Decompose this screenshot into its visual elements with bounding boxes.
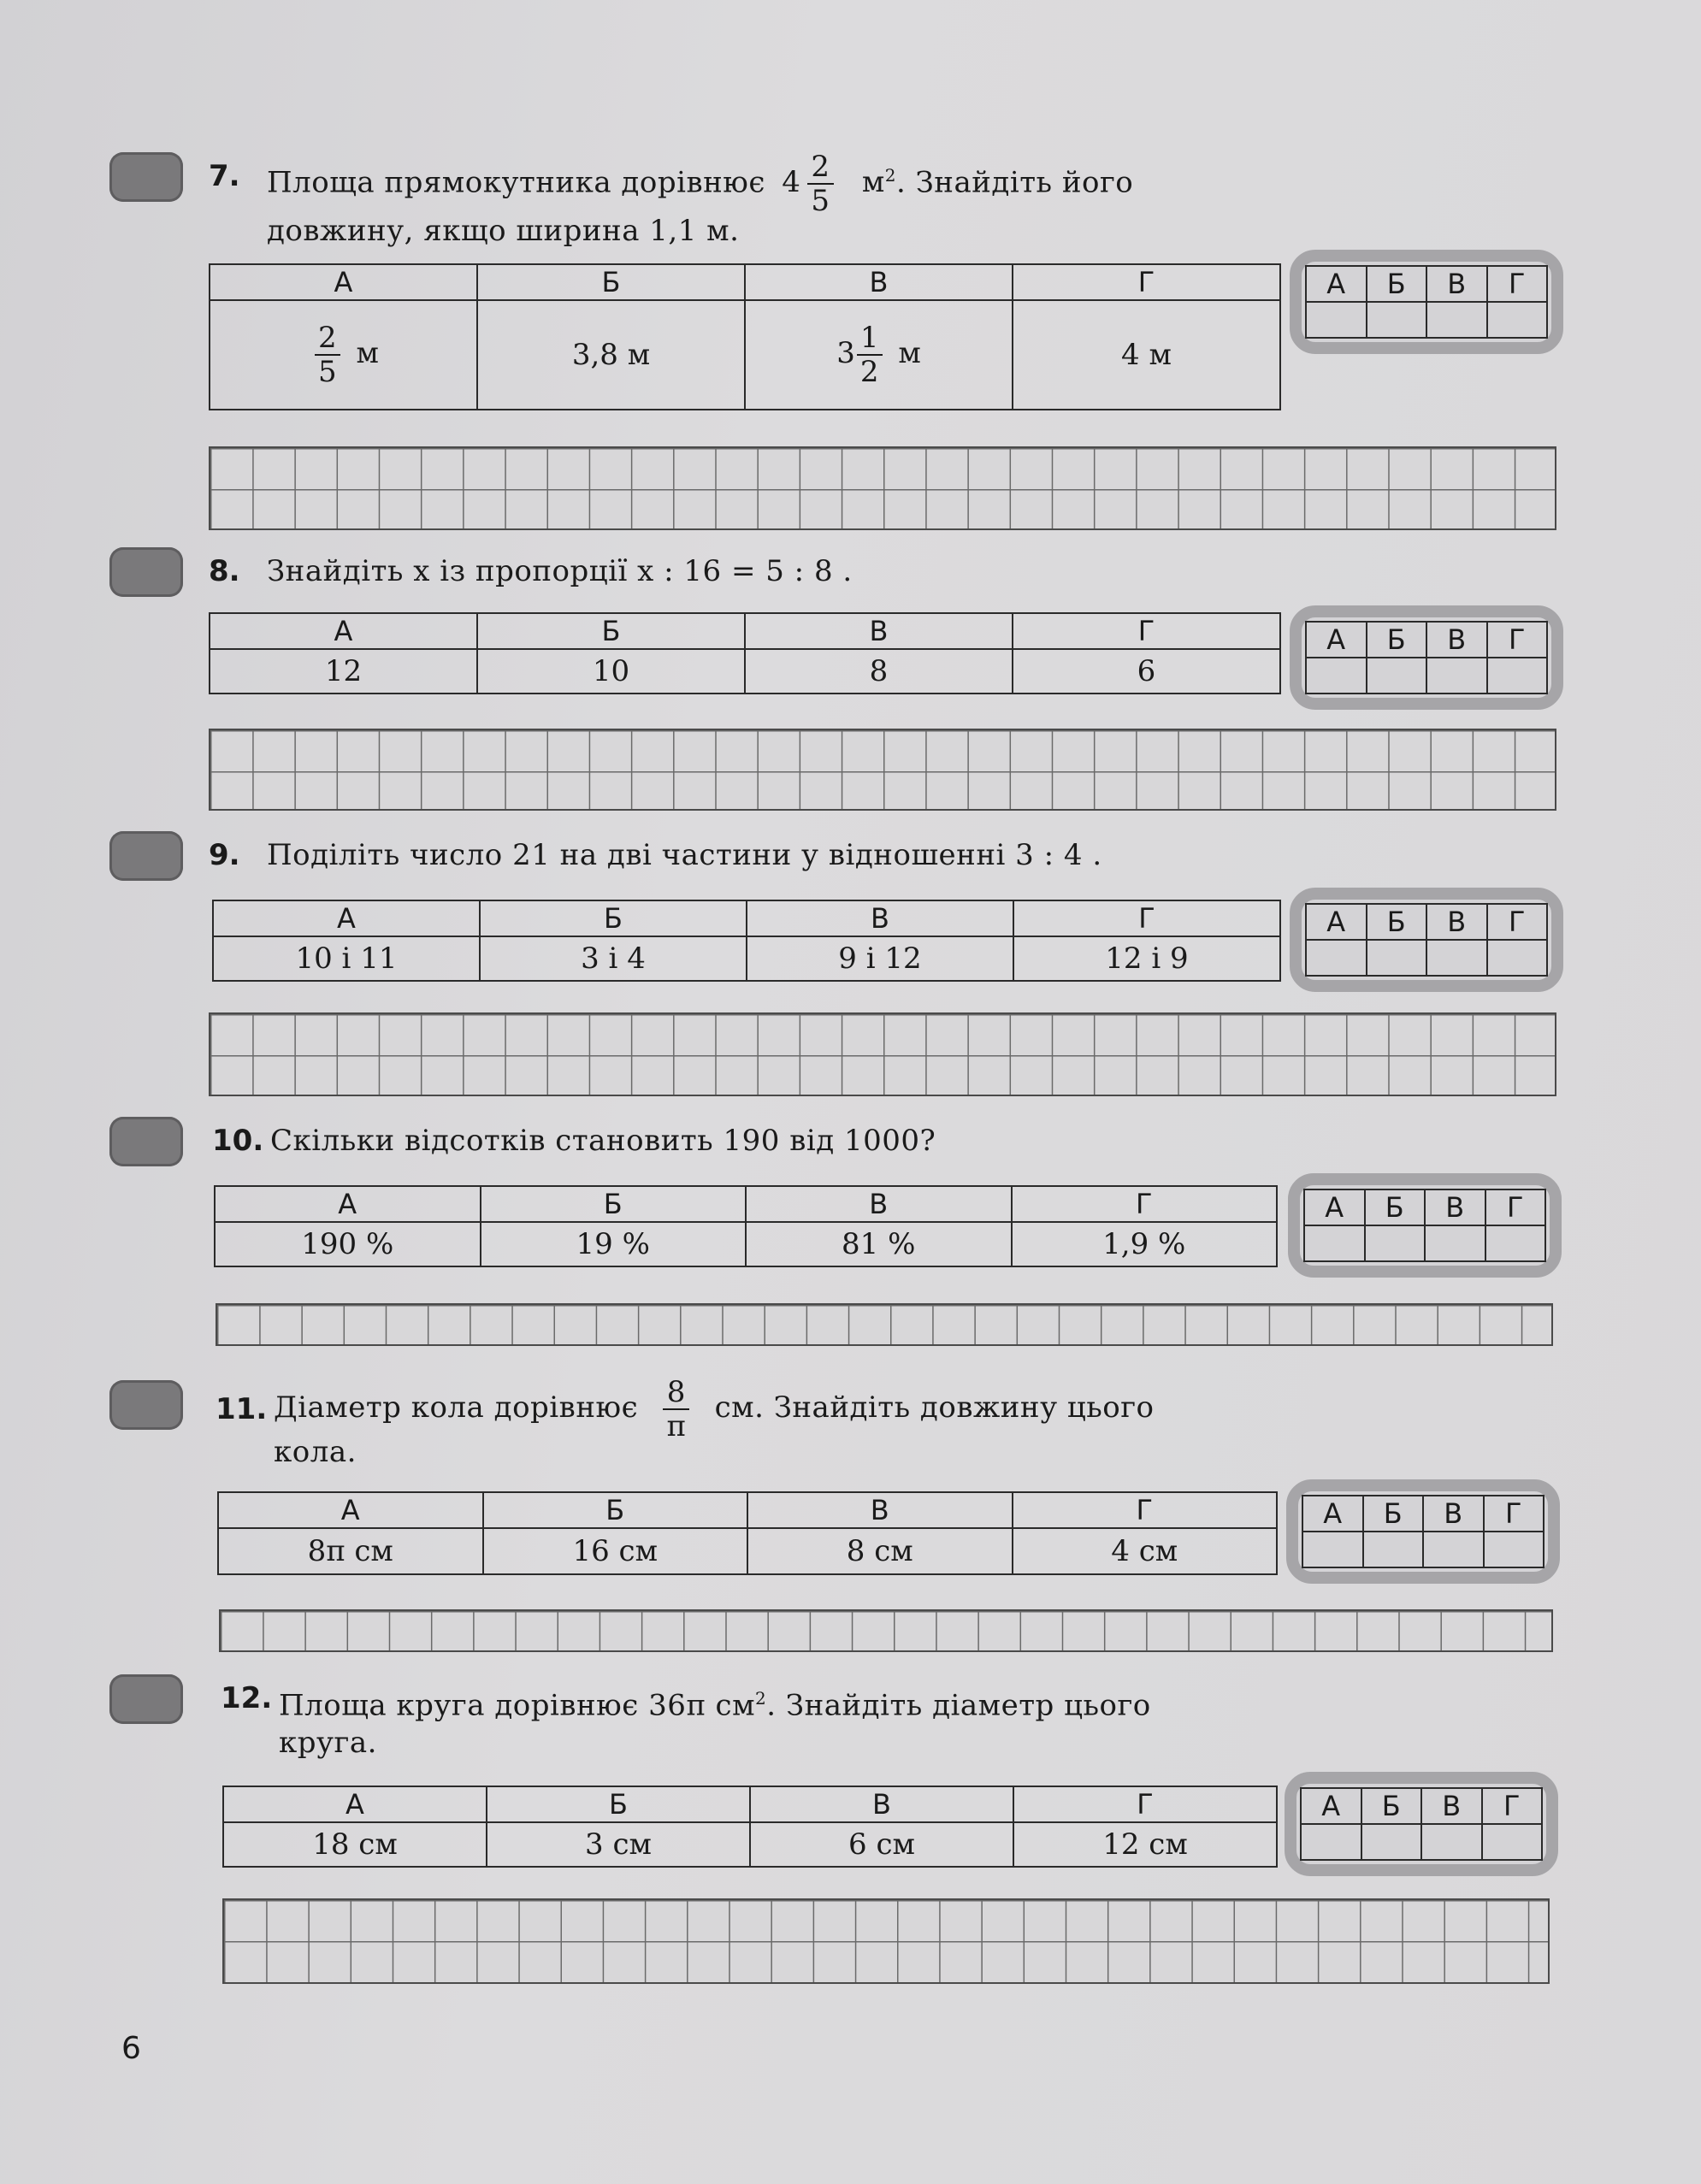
question-line-2: довжину, якщо ширина 1,1 м.	[267, 214, 740, 248]
question-line-2: круга.	[279, 1726, 377, 1760]
options-table	[209, 612, 1281, 694]
option-header-b: Б	[487, 1786, 750, 1822]
question-text: . Знайдіть його	[896, 165, 1134, 200]
page-number: 6	[121, 2031, 141, 2066]
work-grid[interactable]	[219, 1609, 1553, 1652]
mixed-whole: 4	[782, 165, 801, 200]
task-marker	[109, 152, 183, 202]
answer-label-d: Г	[1487, 904, 1548, 940]
options-table	[217, 1491, 1278, 1575]
answer-cell-b[interactable]	[1365, 1225, 1426, 1261]
option-c: 81 %	[746, 1222, 1012, 1266]
option-d: 12 і 9	[1013, 936, 1280, 981]
work-grid[interactable]	[209, 1012, 1556, 1096]
unit: м	[861, 165, 885, 200]
answer-label-c: В	[1421, 1788, 1482, 1824]
answer-cell-d[interactable]	[1487, 302, 1548, 338]
answer-cell-a[interactable]	[1306, 302, 1367, 338]
answer-cell-c[interactable]	[1426, 658, 1487, 694]
option-header-a: А	[210, 613, 477, 649]
option-c: 8	[745, 649, 1013, 694]
answer-box	[1290, 605, 1563, 710]
option-header-b: Б	[481, 1186, 747, 1222]
option-header-c: В	[747, 1492, 1013, 1528]
option-header-c: В	[745, 264, 1013, 300]
task-number: 7.	[209, 159, 240, 193]
fraction	[807, 151, 833, 217]
answer-label-c: В	[1426, 266, 1487, 302]
answer-label-b: Б	[1367, 266, 1427, 302]
option-header-d: Г	[1013, 900, 1280, 936]
answer-label-d: Г	[1484, 1496, 1544, 1532]
options-table	[209, 263, 1281, 410]
question-text: Поділіть число 21 на дві частини у відношенні 3 : 4 .	[267, 838, 1102, 872]
answer-label-b: Б	[1367, 904, 1427, 940]
question-line-1	[279, 1673, 1151, 1731]
mixed-whole: 3	[836, 336, 855, 370]
question-text: см. Знайдіть довжину цього	[714, 1390, 1155, 1425]
option-b: 3 см	[487, 1822, 750, 1867]
answer-label-b: Б	[1367, 622, 1427, 658]
option-d: 4 м	[1013, 300, 1280, 410]
fraction-numerator: 8	[663, 1376, 689, 1410]
task-marker	[109, 1380, 183, 1430]
task-number: 9.	[209, 838, 240, 872]
answer-cell-b[interactable]	[1367, 658, 1427, 694]
task-marker	[109, 1674, 183, 1724]
fraction-denominator: 5	[318, 355, 337, 389]
fraction-denominator: π	[666, 1409, 687, 1443]
task-number: 10.	[212, 1124, 264, 1158]
answer-cell-d[interactable]	[1485, 1225, 1546, 1261]
fraction-numerator: 2	[807, 151, 833, 185]
options-table	[222, 1786, 1278, 1868]
option-header-c: В	[745, 613, 1013, 649]
answer-label-b: Б	[1361, 1788, 1422, 1824]
option-header-a: А	[213, 900, 480, 936]
option-b: 19 %	[481, 1222, 747, 1266]
question-line-2: кола.	[274, 1435, 357, 1469]
work-grid[interactable]	[209, 729, 1556, 811]
option-header-c: В	[750, 1786, 1013, 1822]
question-text: Діаметр кола дорівнює	[274, 1390, 639, 1425]
answer-cell-b[interactable]	[1363, 1532, 1424, 1567]
option-b: 16 см	[483, 1528, 748, 1574]
answer-cell-a[interactable]	[1302, 1532, 1363, 1567]
option-c: 6 см	[750, 1822, 1013, 1867]
answer-label-a: А	[1306, 266, 1367, 302]
answer-cell-b[interactable]	[1367, 940, 1427, 976]
answer-cell-c[interactable]	[1425, 1225, 1485, 1261]
fraction-numerator: 2	[315, 322, 340, 356]
answer-label-b: Б	[1363, 1496, 1424, 1532]
option-d: 12 см	[1013, 1822, 1277, 1867]
fraction-denominator: 2	[859, 355, 879, 389]
option-header-d: Г	[1013, 1786, 1277, 1822]
answer-box	[1290, 250, 1563, 354]
question-text: Скільки відсотків становить 190 від 1000?	[270, 1124, 936, 1158]
task-number: 11.	[216, 1392, 268, 1426]
fraction	[857, 322, 883, 388]
fraction-numerator: 1	[857, 322, 883, 356]
option-a: 10 і 11	[213, 936, 480, 981]
fraction-denominator: 5	[811, 184, 830, 219]
option-c: 9 і 12	[747, 936, 1013, 981]
work-grid[interactable]	[209, 446, 1556, 530]
answer-cell-a[interactable]	[1306, 940, 1367, 976]
answer-cell-b[interactable]	[1361, 1824, 1422, 1860]
answer-cell-c[interactable]	[1426, 302, 1487, 338]
option-d: 6	[1013, 649, 1280, 694]
option-a: 18 см	[223, 1822, 487, 1867]
task-marker	[109, 831, 183, 881]
option-b: 3,8 м	[477, 300, 745, 410]
answer-label-c: В	[1426, 904, 1487, 940]
option-a	[210, 300, 477, 410]
answer-cell-b[interactable]	[1367, 302, 1427, 338]
option-header-d: Г	[1013, 1492, 1278, 1528]
answer-box	[1288, 1173, 1562, 1278]
fraction	[315, 322, 340, 388]
option-header-d: Г	[1012, 1186, 1278, 1222]
option-header-c: В	[746, 1186, 1012, 1222]
answer-label-a: А	[1306, 904, 1367, 940]
answer-label-a: А	[1304, 1189, 1365, 1225]
unit: м	[356, 336, 379, 370]
question-text: Площа круга дорівнює 36π см	[279, 1688, 756, 1723]
option-b: 10	[477, 649, 745, 694]
answer-cell-c[interactable]	[1421, 1824, 1482, 1860]
work-grid[interactable]	[216, 1303, 1553, 1346]
option-header-b: Б	[480, 900, 747, 936]
answer-box	[1285, 1772, 1558, 1876]
answer-label-d: Г	[1482, 1788, 1543, 1824]
option-header-d: Г	[1013, 613, 1280, 649]
options-table	[214, 1185, 1278, 1267]
answer-cell-d[interactable]	[1482, 1824, 1543, 1860]
option-header-b: Б	[477, 613, 745, 649]
option-a: 190 %	[215, 1222, 481, 1266]
answer-label-a: А	[1302, 1496, 1363, 1532]
option-header-a: А	[210, 264, 477, 300]
question-line-1	[274, 1365, 1155, 1450]
answer-box	[1290, 888, 1563, 992]
option-c	[745, 300, 1013, 410]
option-d: 1,9 %	[1012, 1222, 1278, 1266]
option-b: 3 і 4	[480, 936, 747, 981]
answer-cell-d[interactable]	[1484, 1532, 1544, 1567]
task-marker	[109, 547, 183, 597]
option-header-b: Б	[477, 264, 745, 300]
option-c: 8 см	[747, 1528, 1013, 1574]
answer-label-a: А	[1306, 622, 1367, 658]
option-header-b: Б	[483, 1492, 748, 1528]
option-a: 12	[210, 649, 477, 694]
answer-box	[1286, 1479, 1560, 1584]
answer-cell-c[interactable]	[1423, 1532, 1484, 1567]
unit-exponent: 2	[884, 165, 896, 186]
answer-label-c: В	[1426, 622, 1487, 658]
option-d: 4 см	[1013, 1528, 1278, 1574]
option-header-d: Г	[1013, 264, 1280, 300]
answer-label-c: В	[1423, 1496, 1484, 1532]
answer-label-d: Г	[1485, 1189, 1546, 1225]
answer-cell-a[interactable]	[1304, 1225, 1365, 1261]
answer-cell-c[interactable]	[1426, 940, 1487, 976]
option-header-a: А	[218, 1492, 483, 1528]
unit: м	[898, 336, 921, 370]
option-header-a: А	[215, 1186, 481, 1222]
answer-label-d: Г	[1487, 266, 1548, 302]
question-text: Знайдіть x із пропорції x : 16 = 5 : 8 .	[267, 554, 853, 588]
question-text: . Знайдіть діаметр цього	[766, 1688, 1151, 1723]
answer-label-c: В	[1425, 1189, 1485, 1225]
answer-label-b: Б	[1365, 1189, 1426, 1225]
answer-cell-d[interactable]	[1487, 940, 1548, 976]
task-number: 12.	[221, 1681, 273, 1715]
unit-exponent: 2	[755, 1688, 767, 1709]
answer-cell-a[interactable]	[1301, 1824, 1361, 1860]
task-number: 8.	[209, 554, 240, 588]
fraction	[663, 1376, 689, 1443]
task-marker	[109, 1117, 183, 1166]
answer-cell-a[interactable]	[1306, 658, 1367, 694]
option-header-c: В	[747, 900, 1013, 936]
answer-cell-d[interactable]	[1487, 658, 1548, 694]
option-header-a: А	[223, 1786, 487, 1822]
options-table	[212, 900, 1281, 982]
work-grid[interactable]	[222, 1898, 1550, 1984]
option-a: 8π см	[218, 1528, 483, 1574]
answer-label-a: А	[1301, 1788, 1361, 1824]
question-text: Площа прямокутника дорівнює	[267, 165, 765, 200]
answer-label-d: Г	[1487, 622, 1548, 658]
